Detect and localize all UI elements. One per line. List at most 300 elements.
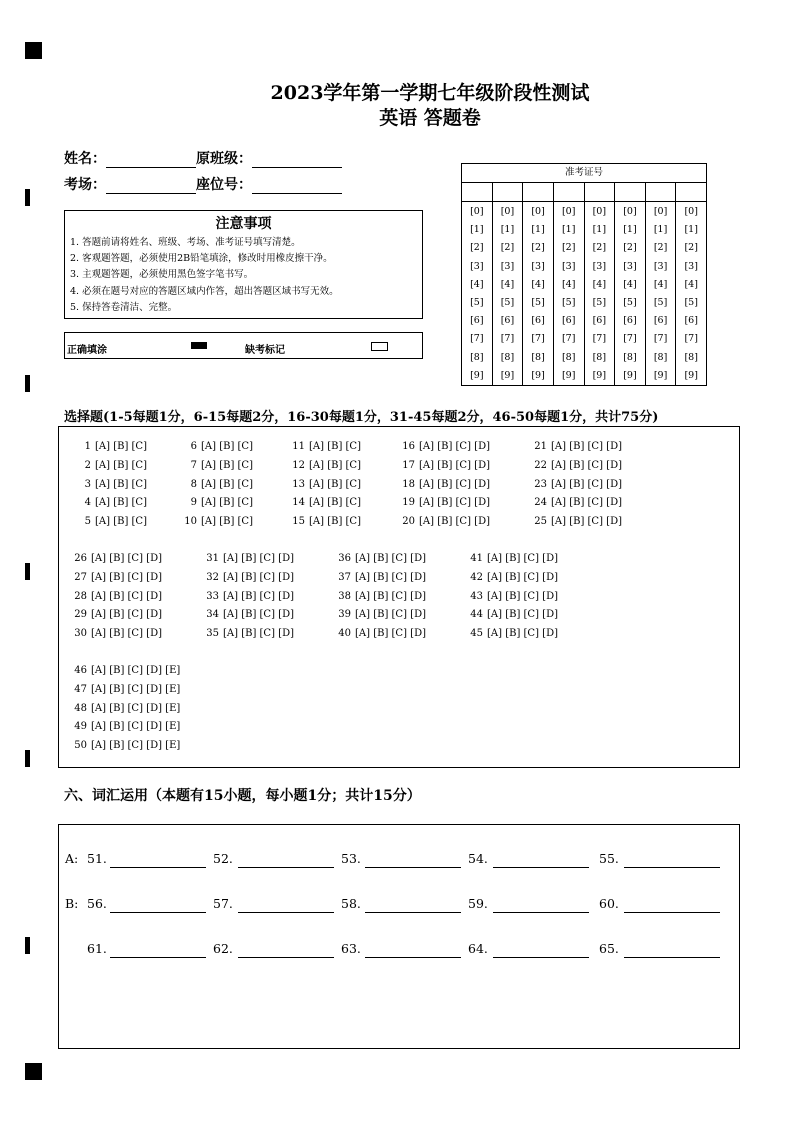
- ticket-digit-bubble[interactable]: [2]: [653, 242, 668, 254]
- mc-question-28[interactable]: [71, 591, 162, 602]
- mc-question-number: 27: [74, 571, 87, 583]
- mc-question-number: 17: [402, 459, 415, 471]
- part-a-label: A:: [65, 851, 79, 866]
- mc-question-number: 13: [292, 478, 305, 490]
- vocab-number: 59.: [468, 896, 488, 911]
- ticket-column: [646, 183, 677, 385]
- mc-question-32[interactable]: [203, 572, 294, 583]
- ticket-digit-bubble[interactable]: [8]: [470, 351, 484, 363]
- mc-question-number: 49: [74, 721, 87, 733]
- mc-question-29[interactable]: [71, 609, 162, 620]
- ticket-digit-bubble[interactable]: [5]: [623, 297, 637, 308]
- correct-fill-sample: [191, 342, 207, 349]
- ticket-digit-box[interactable]: [615, 183, 645, 202]
- ticket-digit-box[interactable]: [554, 183, 584, 202]
- mc-question-number: 8: [190, 478, 197, 490]
- ticket-digit-bubble[interactable]: [8]: [623, 351, 637, 363]
- vocab-section-title: 六、词汇运用（本题有15小题，每小题1分；共计15分）: [64, 788, 421, 804]
- ticket-digit-bubble[interactable]: [0]: [653, 206, 668, 217]
- seat-label: 座位号：: [196, 177, 252, 193]
- ticket-digit-bubble[interactable]: [7]: [561, 333, 576, 345]
- notice-item: 5. 保持答卷清洁、完整。: [70, 301, 178, 313]
- mc-question-17[interactable]: [399, 460, 490, 471]
- ticket-digit-bubble[interactable]: [8]: [561, 351, 576, 363]
- mc-question-50[interactable]: [71, 740, 180, 751]
- vocab-answer-blank[interactable]: [493, 957, 589, 958]
- mc-option-bubbles[interactable]: [A] [B] [C] [D]: [91, 571, 162, 583]
- ticket-digit-bubble[interactable]: [3]: [500, 260, 515, 272]
- mc-question-number: 30: [74, 628, 87, 640]
- ticket-digit-box[interactable]: [493, 183, 523, 202]
- mc-option-bubbles[interactable]: [A] [B] [C] [D]: [551, 459, 622, 471]
- mc-option-bubbles[interactable]: [A] [B] [C]: [309, 459, 361, 471]
- mc-question-number: 10: [184, 516, 197, 528]
- vocab-number: 58.: [341, 896, 361, 911]
- mc-question-22[interactable]: [531, 460, 622, 471]
- ticket-digit-bubble[interactable]: [0]: [592, 206, 607, 217]
- mc-question-number: 43: [470, 590, 483, 602]
- ticket-column: [554, 183, 585, 385]
- mc-option-bubbles[interactable]: [A] [B] [C] [D] [E]: [91, 721, 181, 733]
- ticket-digit-bubble[interactable]: [6]: [592, 315, 607, 327]
- mc-question-8[interactable]: [181, 479, 253, 490]
- ticket-digit-bubble[interactable]: [7]: [623, 333, 637, 345]
- mc-question-27[interactable]: [71, 572, 162, 583]
- mc-option-bubbles[interactable]: [A] [B] [C] [D]: [91, 628, 162, 640]
- registration-mark-top: [25, 42, 42, 59]
- mc-option-bubbles[interactable]: [A] [B] [C] [D]: [223, 571, 294, 583]
- mc-question-number: 38: [338, 590, 351, 602]
- mc-question-13[interactable]: [289, 479, 361, 490]
- mc-question-45[interactable]: [467, 628, 558, 639]
- mc-option-bubbles[interactable]: [A] [B] [C]: [309, 497, 361, 509]
- ticket-digit-bubble[interactable]: [3]: [470, 260, 484, 272]
- mc-option-bubbles[interactable]: [A] [B] [C] [D]: [223, 553, 294, 564]
- ticket-digit-bubble[interactable]: [7]: [531, 333, 545, 345]
- ticket-digit-bubble[interactable]: [5]: [531, 297, 545, 308]
- ticket-digit-bubble[interactable]: [5]: [684, 297, 698, 308]
- ticket-digit-bubble[interactable]: [7]: [684, 333, 698, 345]
- ticket-digit-bubble[interactable]: [5]: [561, 297, 576, 308]
- mc-question-39[interactable]: [335, 609, 426, 620]
- mc-option-bubbles[interactable]: [A] [B] [C]: [95, 459, 147, 471]
- mc-question-number: 25: [534, 516, 547, 528]
- mc-question-number: 12: [292, 459, 305, 471]
- ticket-digit-bubble[interactable]: [2]: [684, 242, 698, 254]
- mc-question-16[interactable]: [399, 441, 490, 452]
- mc-question-30[interactable]: [71, 628, 162, 639]
- mc-option-bubbles[interactable]: [A] [B] [C]: [95, 516, 147, 528]
- ticket-digit-bubble[interactable]: [7]: [592, 333, 607, 345]
- mc-question-49[interactable]: [71, 721, 180, 732]
- name-label: 姓名：: [64, 151, 106, 167]
- ticket-digit-bubble[interactable]: [2]: [531, 242, 545, 254]
- ticket-digit-bubble[interactable]: [2]: [592, 242, 607, 254]
- mc-option-bubbles[interactable]: [A] [B] [C] [D]: [419, 478, 490, 490]
- exam-subtitle: 英语 答题卷: [379, 107, 481, 129]
- absent-mark-checkbox[interactable]: [371, 342, 388, 351]
- ticket-digit-bubble[interactable]: [1]: [470, 224, 484, 236]
- ticket-digit-bubble[interactable]: [4]: [561, 278, 576, 290]
- mc-question-31[interactable]: [203, 553, 294, 564]
- mc-question-44[interactable]: [467, 609, 558, 620]
- vocab-answer-blank[interactable]: [110, 867, 206, 868]
- ticket-digit-bubble[interactable]: [9]: [470, 369, 484, 381]
- ticket-digit-bubble[interactable]: [0]: [623, 206, 637, 217]
- ticket-digit-bubble[interactable]: [2]: [500, 242, 515, 254]
- mc-option-bubbles[interactable]: [A] [B] [C] [D]: [355, 628, 426, 640]
- ticket-digit-box[interactable]: [585, 183, 615, 202]
- mc-question-25[interactable]: [531, 516, 622, 527]
- mc-option-bubbles[interactable]: [A] [B] [C]: [95, 478, 147, 490]
- mc-option-bubbles[interactable]: [A] [B] [C] [D]: [551, 441, 622, 452]
- notice-item: 3. 主观题答题，必须使用黑色签字笔书写。: [70, 269, 254, 281]
- mc-question-number: 16: [402, 441, 415, 452]
- absent-mark-label: 缺考标记: [245, 345, 285, 356]
- vocab-number: 60.: [599, 896, 619, 911]
- mc-question-number: 50: [74, 740, 87, 752]
- mc-question-number: 14: [292, 497, 305, 509]
- ticket-digit-bubble[interactable]: [2]: [623, 242, 637, 254]
- ticket-digit-bubble[interactable]: [0]: [684, 206, 698, 217]
- ticket-digit-bubble[interactable]: [1]: [653, 224, 668, 236]
- mc-option-bubbles[interactable]: [A] [B] [C]: [309, 516, 361, 528]
- mc-question-11[interactable]: [289, 441, 361, 452]
- vocab-answer-blank[interactable]: [365, 957, 461, 958]
- timing-mark: [25, 375, 30, 392]
- mc-question-26[interactable]: [71, 553, 162, 564]
- vocab-answer-blank[interactable]: [624, 867, 720, 868]
- mc-question-23[interactable]: [531, 479, 622, 490]
- vocab-answer-blank[interactable]: [238, 912, 334, 913]
- mc-question-number: 3: [84, 478, 91, 490]
- mc-section-title: 选择题(1-5每题1分，6-15每题2分，16-30每题1分，31-45每题2分，46-50每题1分，共计75分): [64, 410, 659, 425]
- mc-question-number: 44: [470, 609, 483, 621]
- vocab-answer-blank[interactable]: [493, 867, 589, 868]
- mc-question-5[interactable]: [75, 516, 147, 527]
- mc-question-2[interactable]: [75, 460, 147, 471]
- mc-option-bubbles[interactable]: [A] [B] [C] [D]: [223, 628, 294, 640]
- vocab-number: 64.: [468, 941, 488, 956]
- mc-option-bubbles[interactable]: [A] [B] [C] [D]: [91, 590, 162, 602]
- ticket-digit-bubble[interactable]: [6]: [470, 315, 484, 327]
- mc-question-number: 37: [338, 571, 351, 583]
- room-row: [64, 174, 342, 194]
- mc-question-41[interactable]: [467, 553, 558, 564]
- mc-question-6[interactable]: [181, 441, 253, 452]
- mc-question-number: 31: [206, 553, 219, 564]
- vocab-number: 62.: [213, 941, 233, 956]
- name-row: [64, 148, 342, 168]
- ticket-digit-box[interactable]: [676, 183, 706, 202]
- mc-question-number: 5: [84, 516, 91, 528]
- mc-option-bubbles[interactable]: [A] [B] [C]: [309, 478, 361, 490]
- mc-question-number: 18: [402, 478, 415, 490]
- ticket-digit-bubble[interactable]: [2]: [561, 242, 576, 254]
- ticket-digit-bubble[interactable]: [9]: [653, 369, 668, 381]
- vocab-answer-area: [58, 824, 740, 1049]
- ticket-columns: [462, 183, 706, 385]
- mc-option-bubbles[interactable]: [A] [B] [C] [D]: [355, 590, 426, 602]
- ticket-column: [585, 183, 616, 385]
- ticket-digit-bubble[interactable]: [3]: [653, 260, 668, 272]
- mc-answer-area: [58, 426, 740, 768]
- ticket-digit-bubble[interactable]: [8]: [531, 351, 545, 363]
- class-label: 原班级：: [196, 151, 252, 167]
- timing-mark: [25, 189, 30, 206]
- mc-question-number: 20: [402, 516, 415, 528]
- mc-question-number: 42: [470, 571, 483, 583]
- mc-option-bubbles[interactable]: [A] [B] [C] [D]: [223, 609, 294, 621]
- mc-question-number: 28: [74, 590, 87, 602]
- name-field[interactable]: [106, 153, 196, 168]
- mc-option-bubbles[interactable]: [A] [B] [C] [D]: [91, 609, 162, 621]
- mc-option-bubbles[interactable]: [A] [B] [C]: [95, 441, 147, 452]
- mc-question-number: 22: [534, 459, 547, 471]
- mc-question-37[interactable]: [335, 572, 426, 583]
- mc-option-bubbles[interactable]: [A] [B] [C] [D]: [419, 441, 490, 452]
- mc-question-number: 47: [74, 683, 87, 695]
- mc-question-38[interactable]: [335, 591, 426, 602]
- ticket-column: [676, 183, 706, 385]
- ticket-digit-bubble[interactable]: [6]: [653, 315, 668, 327]
- ticket-digit-bubble[interactable]: [6]: [561, 315, 576, 327]
- room-field[interactable]: [106, 179, 196, 194]
- mc-question-4[interactable]: [75, 497, 147, 508]
- mc-option-bubbles[interactable]: [A] [B] [C] [D]: [91, 553, 162, 564]
- seat-field[interactable]: [252, 179, 342, 194]
- ticket-digit-bubble[interactable]: [5]: [592, 297, 607, 308]
- mc-question-number: 2: [84, 459, 91, 471]
- mc-question-15[interactable]: [289, 516, 361, 527]
- ticket-column: [493, 183, 524, 385]
- vocab-answer-blank[interactable]: [624, 957, 720, 958]
- mc-option-bubbles[interactable]: [A] [B] [C]: [201, 459, 253, 471]
- ticket-digit-bubble[interactable]: [6]: [623, 315, 637, 327]
- mc-option-bubbles[interactable]: [A] [B] [C] [D]: [419, 459, 490, 471]
- ticket-column: [523, 183, 554, 385]
- ticket-digit-bubble[interactable]: [9]: [592, 369, 607, 381]
- mc-option-bubbles[interactable]: [A] [B] [C] [D]: [419, 497, 490, 509]
- ticket-digit-bubble[interactable]: [0]: [470, 206, 484, 217]
- ticket-digit-bubble[interactable]: [6]: [500, 315, 515, 327]
- vocab-answer-blank[interactable]: [365, 867, 461, 868]
- ticket-digit-bubble[interactable]: [5]: [653, 297, 668, 308]
- mc-question-number: 23: [534, 478, 547, 490]
- mc-question-43[interactable]: [467, 591, 558, 602]
- ticket-digit-bubble[interactable]: [3]: [561, 260, 576, 272]
- ticket-digit-bubble[interactable]: [1]: [592, 224, 607, 236]
- ticket-digit-box[interactable]: [523, 183, 553, 202]
- mc-option-bubbles[interactable]: [A] [B] [C] [D] [E]: [91, 665, 181, 676]
- mc-question-3[interactable]: [75, 479, 147, 490]
- timing-mark: [25, 937, 30, 954]
- mc-question-number: 15: [292, 516, 305, 528]
- mc-question-40[interactable]: [335, 628, 426, 639]
- vocab-number: 53.: [341, 851, 361, 866]
- ticket-digit-box[interactable]: [646, 183, 676, 202]
- ticket-digit-bubble[interactable]: [1]: [684, 224, 698, 236]
- vocab-number: 55.: [599, 851, 619, 866]
- ticket-digit-bubble[interactable]: [6]: [684, 315, 698, 327]
- timing-mark: [25, 750, 30, 767]
- vocab-number: 63.: [341, 941, 361, 956]
- mc-option-bubbles[interactable]: [A] [B] [C] [D]: [551, 516, 622, 528]
- ticket-digit-bubble[interactable]: [1]: [623, 224, 637, 236]
- vocab-answer-blank[interactable]: [365, 912, 461, 913]
- ticket-digit-bubble[interactable]: [0]: [561, 206, 576, 217]
- vocab-number: 57.: [213, 896, 233, 911]
- mc-option-bubbles[interactable]: [A] [B] [C] [D]: [551, 497, 622, 509]
- ticket-digit-bubble[interactable]: [7]: [470, 333, 484, 345]
- mc-question-number: 39: [338, 609, 351, 621]
- mc-option-bubbles[interactable]: [A] [B] [C] [D]: [355, 571, 426, 583]
- mc-option-bubbles[interactable]: [A] [B] [C] [D]: [355, 553, 426, 564]
- mc-question-9[interactable]: [181, 497, 253, 508]
- mc-question-number: 40: [338, 628, 351, 640]
- mc-question-24[interactable]: [531, 497, 622, 508]
- vocab-answer-blank[interactable]: [238, 867, 334, 868]
- vocab-answer-blank[interactable]: [493, 912, 589, 913]
- mc-question-number: 45: [470, 628, 483, 640]
- mc-question-number: 35: [206, 628, 219, 640]
- mc-question-18[interactable]: [399, 479, 490, 490]
- ticket-digit-box[interactable]: [462, 183, 492, 202]
- vocab-answer-blank[interactable]: [110, 957, 206, 958]
- mc-question-12[interactable]: [289, 460, 361, 471]
- ticket-number-grid: [461, 163, 707, 386]
- mc-question-46[interactable]: [71, 665, 180, 676]
- notice-item: 4. 必须在题号对应的答题区域内作答，超出答题区域书写无效。: [70, 285, 339, 297]
- notice-item: 1. 答题前请将姓名、班级、考场、准考证号填写清楚。: [70, 237, 301, 248]
- ticket-digit-bubble[interactable]: [0]: [531, 206, 545, 217]
- ticket-digit-bubble[interactable]: [8]: [592, 351, 607, 363]
- ticket-heading: 准考证号: [462, 164, 706, 183]
- mc-question-number: 21: [534, 441, 547, 452]
- mc-option-bubbles[interactable]: [A] [B] [C] [D]: [487, 571, 558, 583]
- mc-question-33[interactable]: [203, 591, 294, 602]
- mc-question-19[interactable]: [399, 497, 490, 508]
- mc-option-bubbles[interactable]: [A] [B] [C] [D]: [487, 628, 558, 640]
- mc-option-bubbles[interactable]: [A] [B] [C]: [201, 516, 253, 528]
- vocab-number: 54.: [468, 851, 488, 866]
- ticket-digit-bubble[interactable]: [4]: [470, 278, 484, 290]
- ticket-digit-bubble[interactable]: [4]: [623, 278, 637, 290]
- mc-option-bubbles[interactable]: [A] [B] [C] [D]: [419, 516, 490, 528]
- mc-question-35[interactable]: [203, 628, 294, 639]
- mc-question-number: 41: [470, 553, 483, 564]
- ticket-digit-bubble[interactable]: [3]: [623, 260, 637, 272]
- ticket-digit-bubble[interactable]: [7]: [500, 333, 515, 345]
- mc-question-number: 11: [292, 441, 305, 452]
- ticket-digit-bubble[interactable]: [3]: [531, 260, 545, 272]
- mc-option-bubbles[interactable]: [A] [B] [C]: [95, 497, 147, 509]
- mc-option-bubbles[interactable]: [A] [B] [C]: [201, 497, 253, 509]
- notice-item: 2. 客观题答题，必须使用2B铅笔填涂，修改时用橡皮擦干净。: [70, 253, 333, 265]
- mc-option-bubbles[interactable]: [A] [B] [C] [D]: [487, 553, 558, 564]
- vocab-answer-blank[interactable]: [238, 957, 334, 958]
- mc-option-bubbles[interactable]: [A] [B] [C] [D]: [223, 590, 294, 602]
- mc-option-bubbles[interactable]: [A] [B] [C] [D] [E]: [91, 740, 181, 752]
- mc-option-bubbles[interactable]: [A] [B] [C] [D]: [487, 590, 558, 602]
- ticket-digit-bubble[interactable]: [9]: [561, 369, 576, 381]
- ticket-digit-bubble[interactable]: [6]: [531, 315, 545, 327]
- ticket-digit-bubble[interactable]: [4]: [592, 278, 607, 290]
- ticket-digit-bubble[interactable]: [9]: [684, 369, 698, 381]
- ticket-digit-bubble[interactable]: [9]: [531, 369, 545, 381]
- mc-option-bubbles[interactable]: [A] [B] [C] [D] [E]: [91, 702, 181, 714]
- mc-question-number: 34: [206, 609, 219, 621]
- mc-option-bubbles[interactable]: [A] [B] [C] [D]: [355, 609, 426, 621]
- vocab-number: 65.: [599, 941, 619, 956]
- mc-option-bubbles[interactable]: [A] [B] [C]: [309, 441, 361, 452]
- mc-question-number: 46: [74, 665, 87, 676]
- mc-question-21[interactable]: [531, 441, 622, 452]
- mc-question-34[interactable]: [203, 609, 294, 620]
- ticket-digit-bubble[interactable]: [1]: [500, 224, 515, 236]
- vocab-number: 52.: [213, 851, 233, 866]
- notice-box: [64, 210, 423, 319]
- ticket-digit-bubble[interactable]: [4]: [500, 278, 515, 290]
- ticket-digit-bubble[interactable]: [4]: [531, 278, 545, 290]
- vocab-answer-blank[interactable]: [624, 912, 720, 913]
- ticket-digit-bubble[interactable]: [3]: [592, 260, 607, 272]
- vocab-answer-blank[interactable]: [110, 912, 206, 913]
- ticket-digit-bubble[interactable]: [3]: [684, 260, 698, 272]
- notice-heading: 注意事项: [215, 216, 272, 232]
- room-label: 考场：: [64, 177, 106, 193]
- mc-question-1[interactable]: [75, 441, 147, 452]
- ticket-digit-bubble[interactable]: [2]: [470, 242, 484, 254]
- mc-option-bubbles[interactable]: [A] [B] [C]: [201, 478, 253, 490]
- ticket-digit-bubble[interactable]: [0]: [500, 206, 515, 217]
- vocab-number: 51.: [87, 851, 107, 866]
- fill-legend: [64, 332, 423, 359]
- mc-question-10[interactable]: [181, 516, 253, 527]
- mc-question-48[interactable]: [71, 703, 180, 714]
- mc-question-47[interactable]: [71, 684, 180, 695]
- mc-option-bubbles[interactable]: [A] [B] [C] [D] [E]: [91, 683, 181, 695]
- ticket-digit-bubble[interactable]: [5]: [470, 297, 484, 308]
- ticket-digit-bubble[interactable]: [4]: [684, 278, 698, 290]
- mc-option-bubbles[interactable]: [A] [B] [C] [D]: [487, 609, 558, 621]
- mc-question-7[interactable]: [181, 460, 253, 471]
- ticket-digit-bubble[interactable]: [1]: [531, 224, 545, 236]
- ticket-digit-bubble[interactable]: [8]: [500, 351, 515, 363]
- mc-question-42[interactable]: [467, 572, 558, 583]
- ticket-digit-bubble[interactable]: [4]: [653, 278, 668, 290]
- ticket-digit-bubble[interactable]: [8]: [653, 351, 668, 363]
- ticket-digit-bubble[interactable]: [9]: [623, 369, 637, 381]
- mc-question-number: 7: [190, 459, 197, 471]
- ticket-digit-bubble[interactable]: [8]: [684, 351, 698, 363]
- mc-option-bubbles[interactable]: [A] [B] [C]: [201, 441, 253, 452]
- mc-question-14[interactable]: [289, 497, 361, 508]
- timing-mark: [25, 563, 30, 580]
- mc-question-36[interactable]: [335, 553, 426, 564]
- mc-question-number: 33: [206, 590, 219, 602]
- ticket-digit-bubble[interactable]: [1]: [561, 224, 576, 236]
- mc-question-number: 6: [190, 441, 197, 452]
- ticket-digit-bubble[interactable]: [5]: [500, 297, 515, 308]
- part-b-label: B:: [65, 896, 79, 911]
- vocab-number: 61.: [87, 941, 107, 956]
- class-field[interactable]: [252, 153, 342, 168]
- mc-question-20[interactable]: [399, 516, 490, 527]
- ticket-digit-bubble[interactable]: [7]: [653, 333, 668, 345]
- ticket-digit-bubble[interactable]: [9]: [500, 369, 515, 381]
- mc-option-bubbles[interactable]: [A] [B] [C] [D]: [551, 478, 622, 490]
